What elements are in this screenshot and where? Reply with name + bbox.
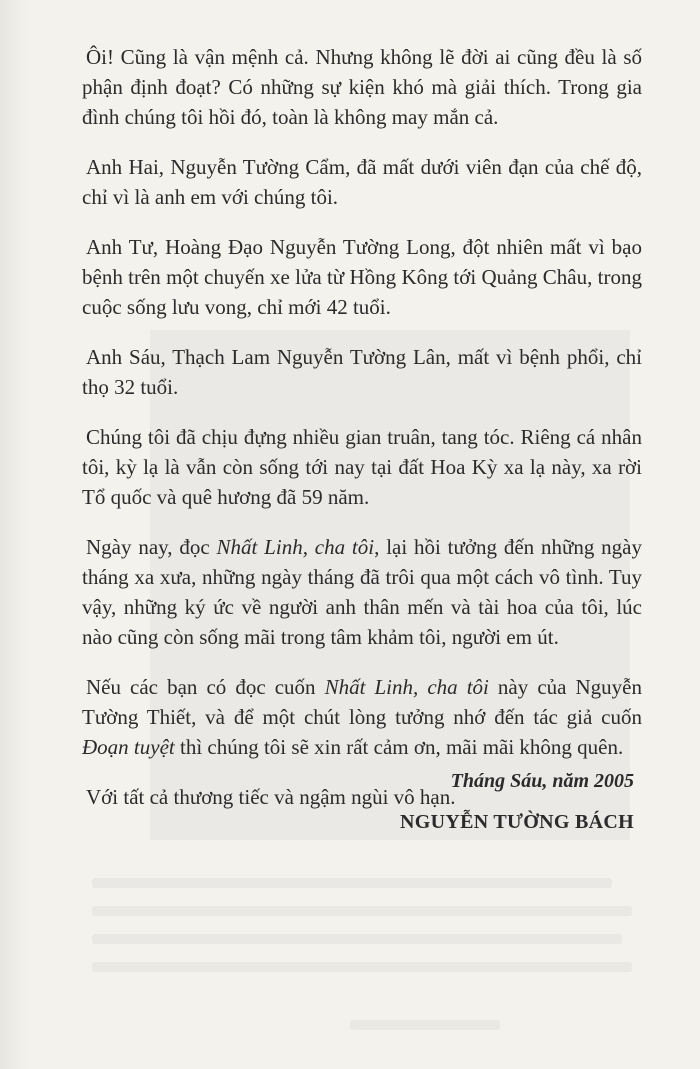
paragraph-text: Ôi! Cũng là vận mệnh cả. Nhưng không lẽ đời ai cũng đều là số phận định đoạt? Có những sự kiện khó mà giải thích. Trong gia đình chúng tôi hồi đó, toàn là không may mắn cả. bbox=[82, 45, 642, 129]
body-text bbox=[82, 42, 642, 812]
show-through-line bbox=[92, 906, 632, 916]
paragraph-text: Anh Tư, Hoàng Đạo Nguyễn Tường Long, đột nhiên mất vì bạo bệnh trên một chuyến xe lửa từ Hồng Kông tới Quảng Châu, trong cuộc sống lưu vong, chỉ mới 42 tuổi. bbox=[82, 235, 642, 319]
show-through-line bbox=[92, 962, 632, 972]
paragraph-text: Ngày nay, đọc bbox=[86, 535, 217, 559]
paragraph-text: thì chúng tôi sẽ xin rất cảm ơn, mãi mãi không quên. bbox=[174, 735, 624, 759]
paragraph-text: Chúng tôi đã chịu đựng nhiều gian truân, tang tóc. Riêng cá nhân tôi, kỳ lạ là vẫn còn sống tới nay tại đất Hoa Kỳ xa lạ này, xa rời Tổ quốc và quê hương đã 59 năm. bbox=[82, 425, 642, 509]
paragraph-text: Nếu các bạn có đọc cuốn bbox=[86, 675, 325, 699]
book-title-text: Nhất Linh, cha tôi bbox=[324, 675, 489, 699]
show-through-line bbox=[92, 934, 622, 944]
show-through-line bbox=[350, 1020, 500, 1030]
signature-date: Tháng Sáu, năm 2005 bbox=[450, 770, 634, 792]
paragraph bbox=[82, 232, 642, 322]
book-title-text: Nhất Linh, cha tôi bbox=[216, 535, 375, 559]
paragraph-text: Anh Hai, Nguyễn Tường Cẩm, đã mất dưới viên đạn của chế độ, chỉ vì là anh em với chúng tôi. bbox=[82, 155, 642, 209]
paragraph-text: , lại hồi tưởng đến những ngày tháng xa xưa, những ngày tháng đã trôi qua một cách vô tình. Tuy vậy, những ký ức về người anh thân mến và tài hoa của tôi, lúc nào cũng còn sống mãi trong tâm khảm tôi, người em út. bbox=[82, 535, 643, 649]
paragraph bbox=[82, 342, 642, 402]
show-through-line bbox=[92, 878, 612, 888]
book-title-text: Đoạn tuyệt bbox=[82, 735, 175, 759]
paragraph-text: này của Nguyễn Tường Thiết, và để một chút lòng tưởng nhớ đến tác giả cuốn bbox=[82, 675, 642, 729]
paragraph bbox=[82, 152, 642, 212]
paragraph bbox=[82, 422, 642, 512]
paragraph-text: Với tất cả thương tiếc và ngậm ngùi vô hạn. bbox=[86, 785, 456, 809]
signature-name: NGUYỄN TƯỜNG BÁCH bbox=[399, 811, 634, 833]
paragraph bbox=[82, 532, 642, 652]
paragraph-text: Anh Sáu, Thạch Lam Nguyễn Tường Lân, mất vì bệnh phổi, chỉ thọ 32 tuổi. bbox=[82, 345, 642, 399]
paragraph bbox=[82, 672, 642, 762]
paragraph bbox=[82, 42, 642, 132]
